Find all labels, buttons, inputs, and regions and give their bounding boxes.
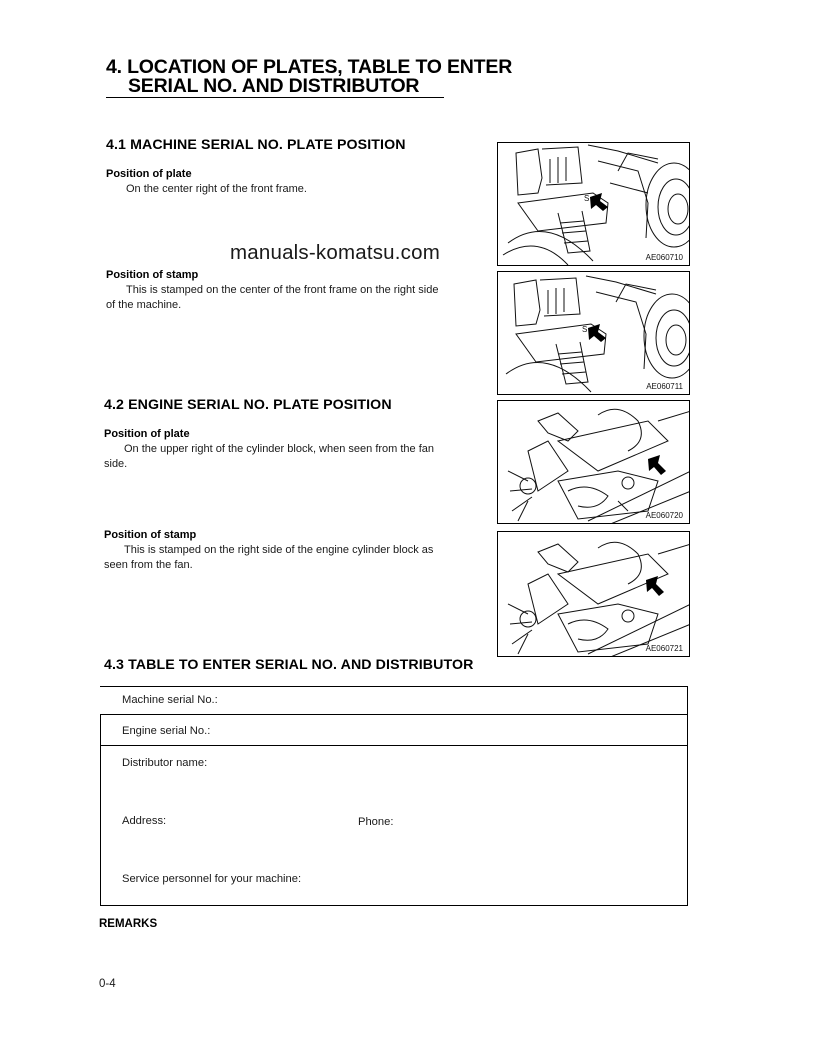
form-left-border xyxy=(100,714,101,906)
figure-engine-stamp xyxy=(497,531,690,657)
chapter-title xyxy=(106,58,512,96)
engine-cylinder-block-illustration xyxy=(498,401,690,524)
figure-machine-stamp xyxy=(497,271,690,395)
form-bottom-border xyxy=(100,905,688,906)
machine-plate-text-line: On the center right of the front frame. xyxy=(126,183,307,195)
engine-plate-text-line1: On the upper right of the cylinder block, when seen from the fan xyxy=(124,443,435,455)
page-number: 0-4 xyxy=(99,978,116,990)
form-top-border xyxy=(100,686,688,687)
form-row-separator xyxy=(100,745,688,746)
figure-machine-plate xyxy=(497,142,690,266)
engine-cylinder-block-illustration xyxy=(498,532,690,657)
section-heading-4-1: 4.1 MACHINE SERIAL NO. PLATE POSITION xyxy=(106,137,406,153)
figure-id: AE060720 xyxy=(645,511,683,520)
phone-field[interactable]: Phone: xyxy=(358,816,394,828)
engine-stamp-label: Position of stamp xyxy=(104,529,197,541)
watermark: manuals-komatsu.com xyxy=(230,241,441,264)
figure-id: AE060721 xyxy=(645,644,683,653)
svg-text:S: S xyxy=(584,194,590,203)
machine-stamp-label: Position of stamp xyxy=(106,269,199,281)
svg-text:S: S xyxy=(582,325,588,334)
serial-distributor-form xyxy=(100,686,688,906)
engine-stamp-text-line2: seen from the fan. xyxy=(104,559,193,571)
figure-engine-plate xyxy=(497,400,690,524)
chapter-title-line2: SERIAL NO. AND DISTRIBUTOR xyxy=(128,75,420,97)
figure-id: AE060711 xyxy=(646,382,683,391)
chapter-title-line1: 4. LOCATION OF PLATES, TABLE TO ENTER xyxy=(106,56,513,78)
address-field[interactable]: Address: xyxy=(122,815,167,827)
loader-front-frame-illustration xyxy=(498,143,690,266)
loader-front-frame-illustration xyxy=(498,272,690,395)
machine-plate-text xyxy=(106,182,492,197)
section-heading-4-3: 4.3 TABLE TO ENTER SERIAL NO. AND DISTRIBUTOR xyxy=(104,657,474,673)
engine-serial-field[interactable]: Engine serial No.: xyxy=(122,725,211,737)
machine-stamp-text-line2: of the machine. xyxy=(106,299,182,311)
engine-plate-text-line2: side. xyxy=(104,458,128,470)
remarks-heading: REMARKS xyxy=(99,918,158,930)
engine-plate-text xyxy=(104,442,490,472)
machine-serial-field[interactable]: Machine serial No.: xyxy=(122,694,218,706)
machine-plate-label: Position of plate xyxy=(106,168,192,180)
engine-stamp-text xyxy=(104,543,490,573)
section-heading-4-2: 4.2 ENGINE SERIAL NO. PLATE POSITION xyxy=(104,397,392,413)
form-row-separator xyxy=(100,714,688,715)
machine-stamp-text-line1: This is stamped on the center of the front frame on the right side xyxy=(126,284,439,296)
distributor-name-field[interactable]: Distributor name: xyxy=(122,757,208,769)
figure-id: AE060710 xyxy=(645,253,683,262)
service-personnel-field[interactable]: Service personnel for your machine: xyxy=(122,873,302,885)
engine-stamp-text-line1: This is stamped on the right side of the engine cylinder block as xyxy=(124,544,434,556)
form-right-border xyxy=(687,686,688,906)
engine-plate-label: Position of plate xyxy=(104,428,190,440)
title-underline xyxy=(106,97,444,98)
machine-stamp-text xyxy=(106,283,492,313)
